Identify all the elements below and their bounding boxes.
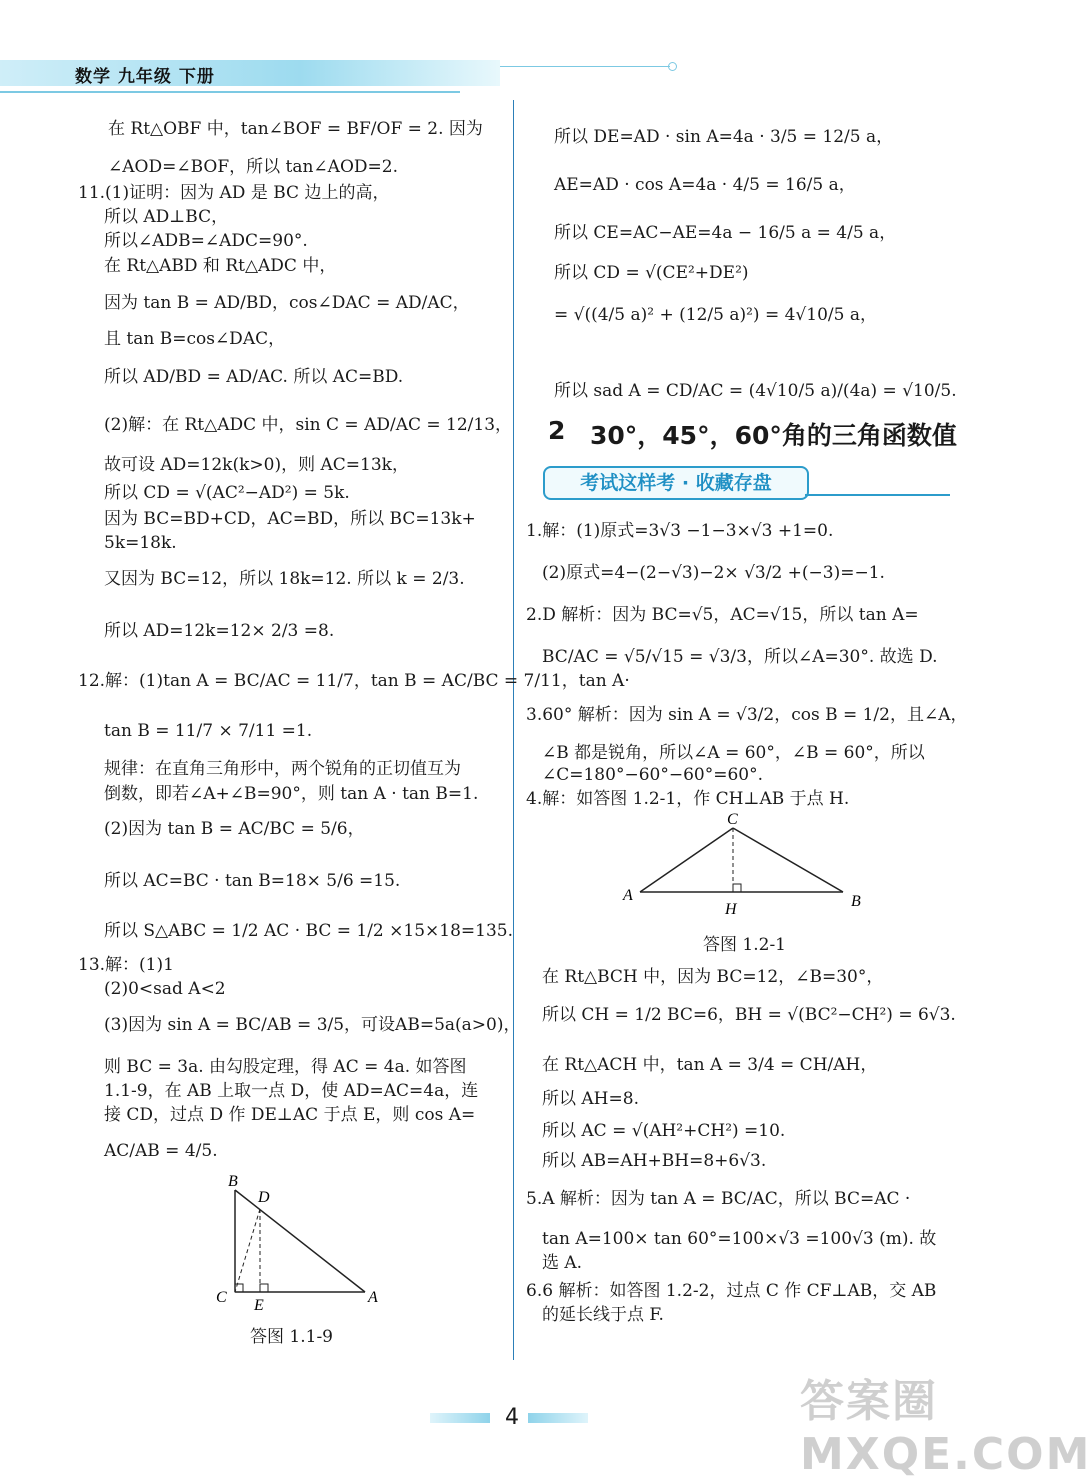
text-line: 6.6 解析：如答图 1.2-2，过点 C 作 CF⊥AB，交 AB [526,1281,937,1301]
text-line: 所以 CH = 1/2 BC=6，BH = √(BC²−CH²) = 6√3. [542,1005,956,1025]
text-line: 选 A. [542,1253,583,1273]
text-line: 所以 AH=8. [542,1089,639,1109]
text-line: 故可设 AD=12k(k>0)，则 AC=13k， [104,455,409,475]
right-angle-c [235,1284,243,1292]
page-number: 4 [505,1405,519,1430]
text-line: 的延长线于点 F. [542,1305,664,1325]
text-line: 在 Rt△OBF 中，tan∠BOF = BF/OF = 2. 因为 [108,119,483,139]
page-number-decoration [528,1413,588,1423]
text-line: 因为 tan B = AD/BD，cos∠DAC = AD/AC， [104,293,470,313]
text-line: 又因为 BC=12，所以 18k=12. 所以 k = 2/3. [104,569,465,589]
text-line: 接 CD，过点 D 作 DE⊥AC 于点 E，则 cos A= [104,1105,476,1125]
text-line: 所以∠ADB=∠ADC=90°. [104,231,308,251]
header-rule [500,66,670,67]
text-line: 2.D 解析：因为 BC=√5，AC=√15，所以 tan A= [526,605,919,625]
label-d: D [258,1189,270,1206]
edge-ca [640,828,733,892]
text-line: 所以 sad A = CD/AC = (4√10/5 a)/(4a) = √10/5. [554,381,957,401]
text-line: 所以 AD/BD = AD/AC. 所以 AC=BD. [104,367,404,387]
figure-1-2-1 [615,810,875,920]
text-line: 倒数，即若∠A+∠B=90°，则 tan A · tan B=1. [104,784,479,804]
figure-caption: 答图 1.2-1 [703,935,786,955]
edge-cd [235,1209,260,1292]
text-line: 1.解：(1)原式=3√3 −1−3×√3 +1=0. [526,521,834,541]
text-line: 12.解：(1)tan A = BC/AC = 11/7，tan B = AC/BC = 7/11，tan A· [78,671,630,691]
header-dot-icon [668,62,677,71]
text-line: AE=AD · cos A=4a · 4/5 = 16/5 a， [554,175,856,195]
figure-caption: 答图 1.1-9 [250,1327,333,1347]
text-line: AC/AB = 4/5. [104,1141,218,1161]
text-line: ∠AOD=∠BOF，所以 tan∠AOD=2. [108,157,398,177]
text-line: 所以 AC = √(AH²+CH²) =10. [542,1121,786,1141]
text-line: tan B = 11/7 × 7/11 =1. [104,721,313,741]
section-title: 30°，45°，60°角的三角函数值 [590,421,957,450]
text-line: 5.A 解析：因为 tan A = BC/AC，所以 BC=AC · [526,1189,911,1209]
text-line: 所以 CD = √(CE²+DE²) [554,263,749,283]
text-line: 规律：在直角三角形中，两个锐角的正切值互为 [104,759,461,779]
label-b: B [851,893,861,910]
text-line: 在 Rt△BCH 中，因为 BC=12，∠B=30°， [542,967,884,987]
text-line: 3.60° 解析：因为 sin A = √3/2，cos B = 1/2，且∠A， [526,705,968,725]
section-banner: 考试这样考 · 收藏存盘 [543,466,809,500]
text-line: 5k=18k. [104,533,177,553]
text-line: ∠B 都是锐角，所以∠A = 60°，∠B = 60°，所以 [542,743,925,763]
text-line: (2)因为 tan B = AC/BC = 5/6， [104,819,365,839]
text-line: 所以 AB=AH+BH=8+6√3. [542,1151,767,1171]
label-a: A [368,1289,378,1306]
right-angle-h [733,884,741,892]
text-line: 在 Rt△ACH 中，tan A = 3/4 = CH/AH， [542,1055,878,1075]
header-underline [0,91,460,93]
text-line: 则 BC = 3a. 由勾股定理，得 AC = 4a. 如答图 [104,1057,467,1077]
text-line: (2)解：在 Rt△ADC 中，sin C = AD/AC = 12/13， [104,415,513,435]
label-e: E [254,1297,264,1314]
text-line: 因为 BC=BD+CD，AC=BD，所以 BC=13k+ [104,509,476,529]
text-line: 所以 DE=AD · sin A=4a · 3/5 = 12/5 a， [554,127,894,147]
text-line: 在 Rt△ABD 和 Rt△ADC 中， [104,256,337,276]
watermark: 答案圈 MXQE.COM [800,1376,1091,1480]
text-line: 11.(1)证明：因为 AD 是 BC 边上的高， [78,183,390,203]
page-number-decoration [430,1413,490,1423]
text-line: = √((4/5 a)² + (12/5 a)²) = 4√10/5 a， [554,305,877,325]
text-line: 所以 AD=12k=12× 2/3 =8. [104,621,335,641]
text-line: 13.解：(1)1 [78,955,174,975]
edge-cb [733,828,843,892]
text-line: 4.解：如答图 1.2-1，作 CH⊥AB 于点 H. [526,789,850,809]
text-line: 所以 AC=BC · tan B=18× 5/6 =15. [104,871,401,891]
text-line: (3)因为 sin A = BC/AB = 3/5，可设AB=5a(a>0)， [104,1015,521,1035]
label-h: H [725,901,737,918]
banner-rule [805,494,950,496]
text-line: (2)原式=4−(2−√3)−2× √3/2 +(−3)=−1. [542,563,885,583]
label-c: C [727,811,738,828]
label-c: C [216,1289,227,1306]
text-line: 1.1-9，在 AB 上取一点 D，使 AD=AC=4a，连 [104,1081,479,1101]
text-line: 且 tan B=cos∠DAC， [104,329,286,349]
text-line: 所以 CD = √(AC²−AD²) = 5k. [104,483,350,503]
figure-1-1-9 [210,1170,390,1320]
text-line: tan A=100× tan 60°=100×√3 =100√3 (m). 故 [542,1229,937,1249]
section-number: 2 [548,416,566,445]
right-angle-e [260,1284,268,1292]
text-line: ∠C=180°−60°−60°=60°. [542,765,763,785]
text-line: 所以 S△ABC = 1/2 AC · BC = 1/2 ×15×18=135. [104,921,514,941]
label-b: B [228,1173,238,1190]
column-divider [513,100,514,1360]
text-line: (2)0<sad A<2 [104,979,226,999]
label-a: A [623,887,633,904]
header-title: 数学 九年级 下册 [75,67,215,87]
text-line: 所以 AD⊥BC， [104,207,229,227]
edge-ba [235,1190,365,1292]
text-line: 所以 CE=AC−AE=4a − 16/5 a = 4/5 a， [554,223,897,243]
text-line: BC/AC = √5/√15 = √3/3，所以∠A=30°. 故选 D. [542,647,938,667]
